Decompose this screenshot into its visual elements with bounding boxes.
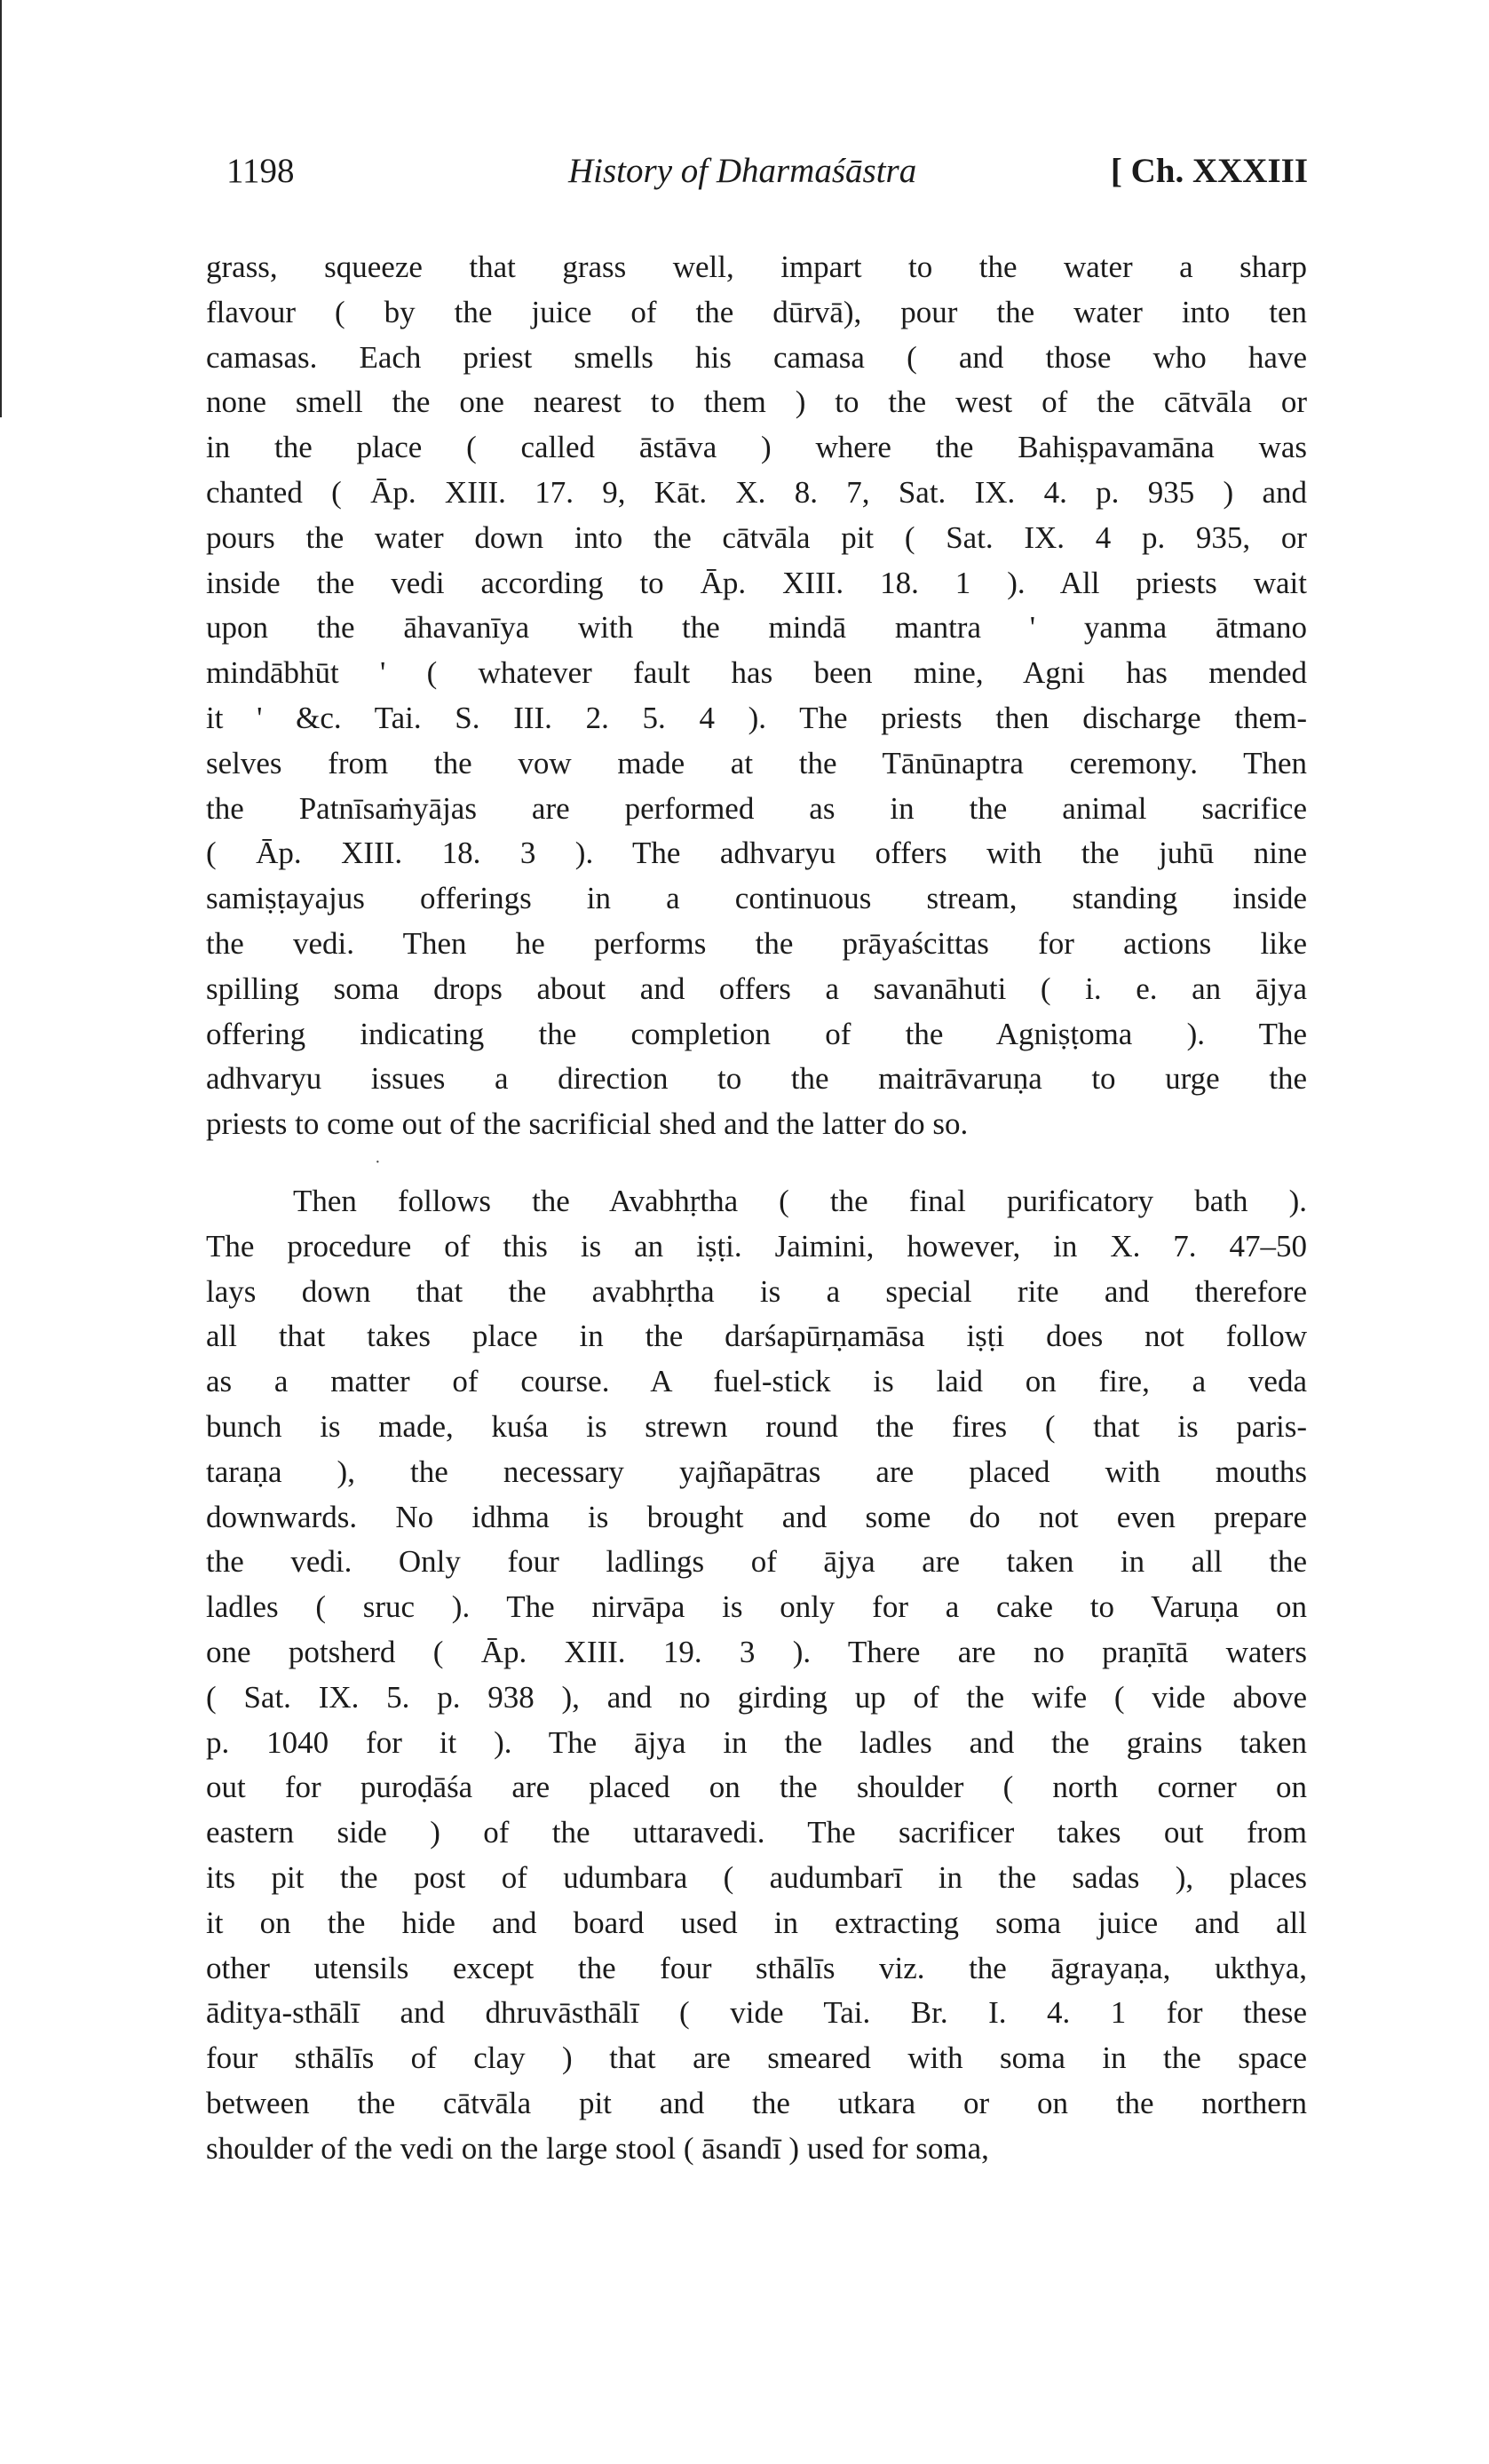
text-line: camasas. Each priest smells his camasa ( and those who have [206,339,1307,375]
text-line: Then follows the Avabhṛtha ( the final purificatory bath ). [293,1184,1307,1218]
text-line: ( Āp. XIII. 18. 3 ). The adhvaryu offers with the juhū nine [206,836,1307,871]
running-header [226,151,1308,204]
text-line: taraṇa ), the necessary yajñapātras are placed with mouths [206,1454,1307,1489]
text-line: upon the āhavanīya with the mindā mantra ' yanma ātmano [206,610,1307,646]
text-line: inside the vedi according to Āp. XIII. 18. 1 ). All priests wait [206,565,1307,600]
scan-speck: · [375,1153,381,1172]
text-line: pours the water down into the cātvāla pit ( Sat. IX. 4 p. 935, or [206,519,1307,555]
text-line: shoulder of the vedi on the large stool ( āsandī ) used for soma, [206,2130,989,2166]
text-line: four sthālīs of clay ) that are smeared with soma in the space [206,2040,1307,2076]
text-line: ladles ( sruc ). The nirvāpa is only for a cake to Varuṇa on [206,1589,1307,1625]
text-line: in the place ( called āstāva ) where the Bahiṣpavamāna was [206,430,1307,465]
text-line: ( Sat. IX. 5. p. 938 ), and no girding up of the wife ( vide above [206,1679,1307,1715]
text-line: samiṣṭayajus offerings in a continuous stream, standing inside [206,881,1307,916]
scan-binding-edge [0,0,5,417]
text-line: it ' &c. Tai. S. III. 2. 5. 4 ). The priests then discharge them- [206,700,1307,735]
text-line: p. 1040 for it ). The ājya in the ladles and the grains taken [206,1724,1307,1760]
text-line: between the cātvāla pit and the utkara or on the northern [206,2085,1307,2120]
text-line: out for puroḍāśa are placed on the shoulder ( north corner on [206,1770,1307,1805]
text-line: downwards. No idhma is brought and some do not even prepare [206,1499,1307,1534]
text-line: its pit the post of udumbara ( audumbarī in the sadas ), places [206,1859,1307,1895]
paragraph-1 [206,245,1307,1147]
text-line: it on the hide and board used in extracting soma juice and all [206,1905,1307,1940]
text-line: selves from the vow made at the Tānūnaptra ceremony. Then [206,745,1307,780]
text-line: the vedi. Only four ladlings of ājya are taken in all the [206,1544,1307,1580]
text-line: āditya-sthālī and dhruvāsthālī ( vide Tai. Br. I. 4. 1 for these [206,1995,1307,2031]
text-line: The procedure of this is an iṣṭi. Jaimini, however, in X. 7. 47–50 [206,1228,1307,1264]
text-line: priests to come out of the sacrificial shed and the latter do so. [206,1106,969,1142]
text-line: the Patnīsaṁyājas are performed as in the animal sacrifice [206,790,1307,826]
page-number: 1198 [226,152,295,190]
text-line: none smell the one nearest to them ) to the west of the cātvāla or [206,384,1307,420]
text-line: lays down that the avabhṛtha is a special rite and therefore [206,1273,1307,1309]
text-line: flavour ( by the juice of the dūrvā), pour the water into ten [206,294,1307,329]
chapter-label: [ Ch. XXXIII [1110,152,1308,190]
text-line: eastern side ) of the uttaravedi. The sacrificer takes out from [206,1815,1307,1850]
book-title: History of Dharmaśāstra [568,152,917,190]
text-line: mindābhūt ' ( whatever fault has been mine, Agni has mended [206,655,1307,691]
paragraph-2 [206,1179,1307,2172]
text-line: other utensils except the four sthālīs viz. the āgrayaṇa, ukthya, [206,1950,1307,1985]
text-line: grass, squeeze that grass well, impart to the water a sharp [206,250,1307,284]
text-line: chanted ( Āp. XIII. 17. 9, Kāt. X. 8. 7, Sat. IX. 4. p. 935 ) and [206,474,1307,510]
text-line: the vedi. Then he performs the prāyaścittas for actions like [206,925,1307,961]
text-line: one potsherd ( Āp. XIII. 19. 3 ). There are no praṇītā waters [206,1634,1307,1669]
text-line: spilling soma drops about and offers a savanāhuti ( i. e. an ājya [206,971,1307,1006]
text-line: adhvaryu issues a direction to the maitrāvaruṇa to urge the [206,1061,1307,1097]
text-line: offering indicating the completion of the Agniṣṭoma ). The [206,1016,1307,1051]
text-line: as a matter of course. A fuel-stick is laid on fire, a veda [206,1364,1307,1399]
text-line: bunch is made, kuśa is strewn round the fires ( that is paris- [206,1408,1307,1444]
text-line: all that takes place in the darśapūrṇamāsa iṣṭi does not follow [206,1319,1307,1354]
